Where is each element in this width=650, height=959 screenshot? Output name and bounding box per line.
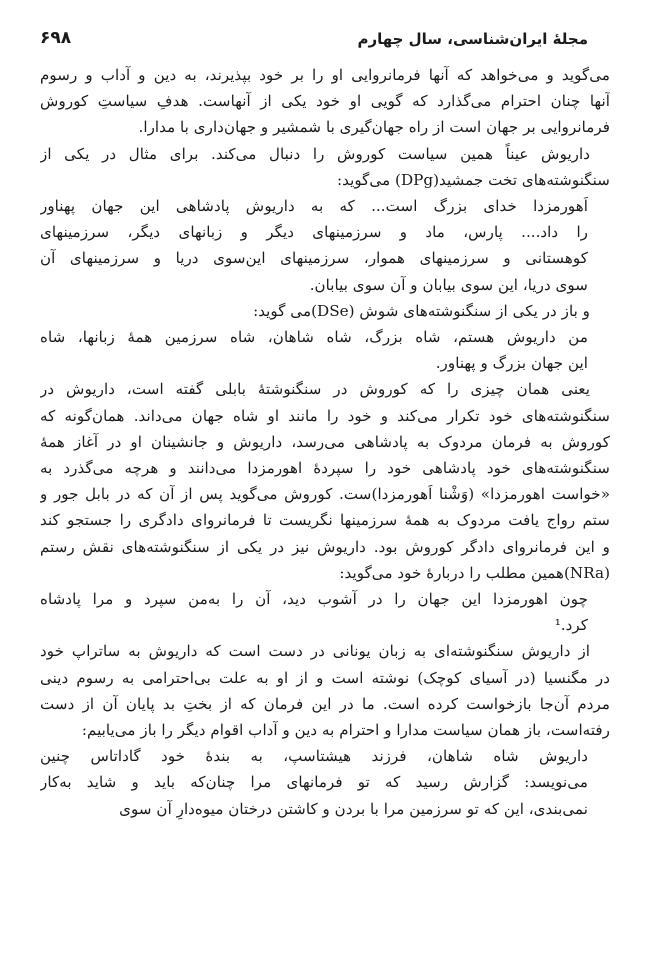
page-number: ۶۹۸ xyxy=(40,28,72,48)
text-line: کوروش به فرمان مردوک به پادشاهی می‌رسد، داریوش و جانشینان او در آغاز همهٔ xyxy=(40,432,610,451)
paragraph xyxy=(40,638,610,743)
text-line: سنگنوشته‌های خود تکرار می‌کند و خود را مانند او شاه جهان می‌داند. همان‌گونه که xyxy=(40,406,610,425)
text-line: من داریوش هستم، شاه بزرگ، شاه شاهان، شاه سرزمین همهٔ زبانها، شاه xyxy=(40,328,588,347)
paragraph xyxy=(40,376,610,586)
text-line: آنها چنان احترام می‌گذارد که گویی او خود یکی از آنهاست. هدفِ سیاستِ کوروش xyxy=(40,92,610,111)
text-line: از داریوش سنگنوشته‌ای به زبان یونانی در دست است که داریوش به ساتراپ خود xyxy=(40,642,590,661)
text-line: و باز در یکی از سنگنوشته‌های شوش (DSe)می گوید: xyxy=(253,301,590,320)
text-line: چون اهورمزدا این جهان را در آشوب دید، آن را به‌من سپرد و مرا پادشاه xyxy=(40,590,588,609)
block-quote xyxy=(40,743,610,822)
text-line: یعنی همان چیزی را که کوروش در سنگنوشتهٔ بابلی گفته است، داریوش در xyxy=(40,380,590,399)
text-line: اَهورمزدا خدای بزرگ است... که به داریوش پادشاهی این جهان پهناور xyxy=(40,197,588,216)
text-line: کوهستانی و سرزمینهای هموار، سرزمینهای این‌سوی دریا و سرزمینهای آن xyxy=(40,249,588,268)
text-line: در مگنسیا (در آسیای کوچک) نوشته است و از او به علت بی‌احترامی به رسوم دینی xyxy=(40,668,610,687)
text-line: «خواست اهورمزدا» (وَشْنا اَهورمزدا)ست. کوروش می‌گوید پس از آن که در بابل جور و xyxy=(40,485,610,504)
text-line: و این فرمانروای دادگر کوروش بود. داریوش نیز در یکی از سنگنوشته‌های نقش رستم xyxy=(40,537,610,556)
block-quote xyxy=(40,193,610,298)
block-quote xyxy=(40,586,610,638)
block-quote xyxy=(40,324,610,376)
paragraph xyxy=(40,141,610,193)
text-line: این جهان بزرگ و پهناور. xyxy=(435,354,588,373)
text-line: را داد.... پارس، ماد و سرزمینهای دیگر و زبانهای دیگر، سرزمینهای xyxy=(40,223,588,242)
text-line: می‌نویسد: گزارش رسید که تو فرمانهای مرا چنان‌که باید و شاید به‌کار xyxy=(40,773,588,792)
text-line: ستم رواج یافت مردوک به همهٔ سرزمینها نگریست تا فرمانروای دادگری را جستجو کند xyxy=(40,511,610,530)
text-line: مردم آن‌جا بازخواست کرده است. ما در این فرمان که از بختِ بد پایان آن از دست xyxy=(40,694,610,713)
running-title: مجلهٔ ایران‌شناسی، سال چهارم xyxy=(357,30,588,48)
text-line: سوی دریا، این سوی بیابان و آن سوی بیابان. xyxy=(309,275,588,294)
text-line: سنگنوشته‌های تخت جمشید(DPg) می‌گوید: xyxy=(337,170,610,189)
body-text xyxy=(40,62,610,822)
text-line: فرمانروایی بر جهان است از راه جهان‌گیری با شمشیر و جهان‌داری با مدارا. xyxy=(138,118,610,137)
text-line: (NRa)همین مطلب را دربارهٔ خود می‌گوید: xyxy=(339,563,610,582)
text-line: کرد.¹ xyxy=(554,616,588,635)
paragraph xyxy=(40,298,610,324)
text-line: داریوش شاه شاهان، فرزند هیشتاسپ، به بندهٔ خود گاداتاس چنین xyxy=(40,747,588,766)
text-line: سنگنوشته‌های خود پادشاهی خود را سپردهٔ اهورمزدا می‌دانند و هرچه می‌گذرد به xyxy=(40,459,610,478)
text-line: می‌گوید و می‌خواهد که آنها فرمانروایی او را بر خود بپذیرند، به دین و آداب و رسوم xyxy=(40,66,610,84)
text-line: نمی‌بندی، این که تو سرزمین مرا با بردن و کاشتن درختان میوه‌دارِ آن سوی xyxy=(119,799,588,818)
paragraph xyxy=(40,62,610,141)
text-line: رفته‌است، باز همان سیاست مدارا و احترام به دین و آداب اقوام دیگر را باز می‌یابیم: xyxy=(81,721,610,740)
text-line: داریوش عیناً همین سیاست کوروش را دنبال می‌کند. برای مثال در یکی از xyxy=(40,144,590,163)
